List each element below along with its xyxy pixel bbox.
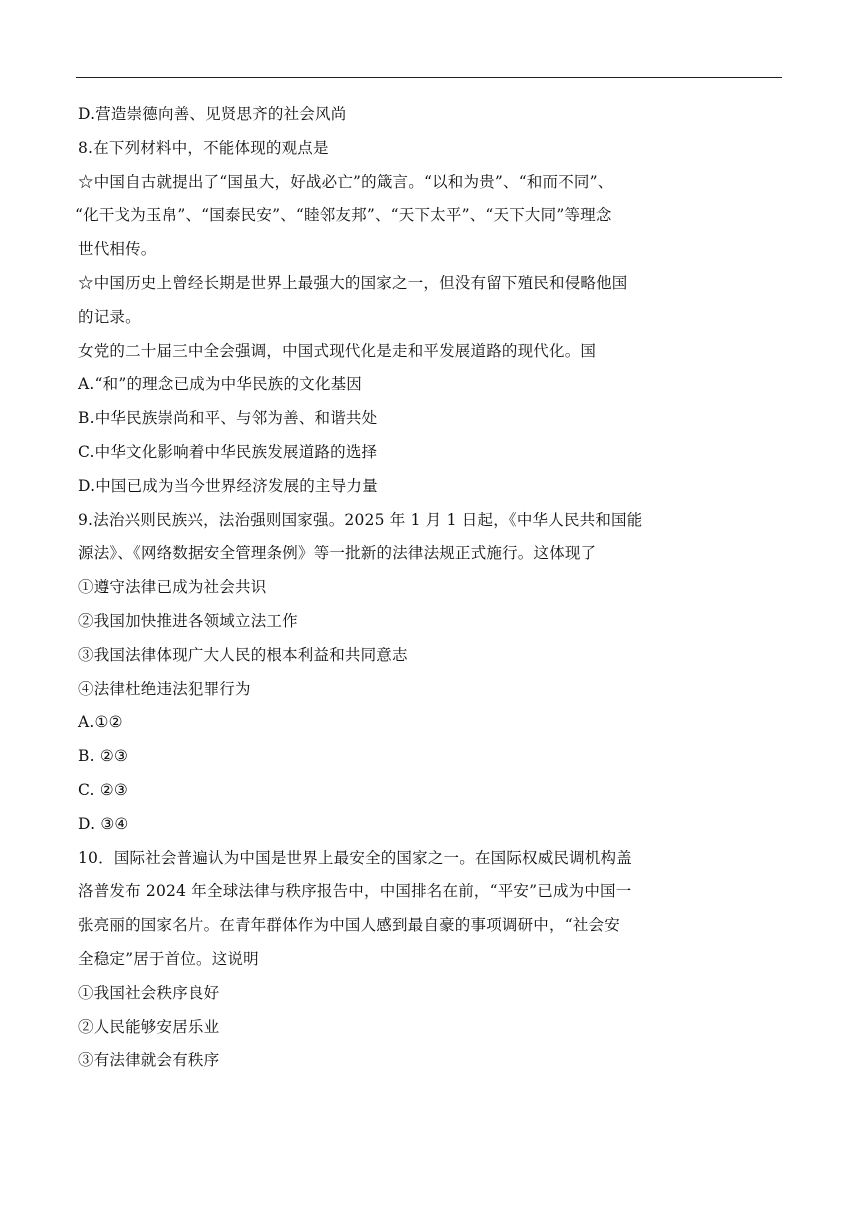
q9-option-b: B. ②③ (78, 747, 129, 766)
q9-option-d: D. ③④ (78, 814, 129, 833)
material-3-line: 女党的二十届三中全会强调，中国式现代化是走和平发展道路的现代化。国 (78, 341, 597, 360)
question-10-stem-line-3: 张亮丽的国家名片。在青年群体作为中国人感到最自豪的事项调研中，“社会安 (78, 916, 620, 935)
material-2-line-1: ☆中国历史上曾经长期是世界上最强大的国家之一，但没有留下殖民和侵略他国 (78, 273, 628, 292)
document-body (75, 98, 718, 1078)
question-10-stem-line-1: 10．国际社会普遍认为中国是世界上最安全的国家之一。在国际权威民调机构盖 (78, 848, 632, 867)
question-9-stem-line-2: 源法》、《网络数据安全管理条例》等一批新的法律法规正式施行。这体现了 (78, 544, 597, 563)
q10-statement-2: ②人民能够安居乐业 (78, 1017, 220, 1036)
material-2-line-2: 的记录。 (78, 307, 141, 326)
q9-statement-1: ①遵守法律已成为社会共识 (78, 578, 267, 597)
q8-option-c: C.中华文化影响着中华民族发展道路的选择 (78, 442, 378, 461)
material-1-line-1: ☆中国自古就提出了“国虽大，好战必亡”的箴言。“以和为贵”、“和而不同”、 (78, 172, 614, 191)
q10-statement-3: ③有法律就会有秩序 (78, 1051, 220, 1070)
q9-option-a: A.①② (78, 713, 123, 732)
question-9-stem-line-1: 9.法治兴则民族兴，法治强则国家强。2025 年 1 月 1 日起，《中华人民共和国能 (78, 510, 643, 529)
q8-option-d: D.中国已成为当今世界经济发展的主导力量 (78, 476, 378, 495)
question-10-stem-line-4: 全稳定”居于首位。这说明 (78, 949, 259, 968)
q10-statement-1: ①我国社会秩序良好 (78, 983, 220, 1002)
q9-statement-3: ③我国法律体现广大人民的根本利益和共同意志 (78, 645, 408, 664)
material-1-line-3: 世代相传。 (78, 240, 157, 259)
q9-statement-4: ④法律杜绝违法犯罪行为 (78, 679, 251, 698)
material-1-line-2: “化干戈为玉帛”、“国泰民安”、“睦邻友邦”、“天下太平”、“天下大同”等理念 (75, 206, 612, 225)
q9-option-c: C. ②③ (78, 780, 128, 799)
header-rule (76, 77, 782, 78)
option-d-line: D.营造崇德向善、见贤思齐的社会风尚 (78, 105, 347, 123)
q9-statement-2: ②我国加快推进各领域立法工作 (78, 611, 298, 630)
question-8-stem: 8.在下列材料中，不能体现的观点是 (78, 138, 329, 157)
question-10-stem-line-2: 洛普发布 2024 年全球法律与秩序报告中，中国排名在前，“平安”已成为中国一 (78, 882, 632, 901)
q8-option-a: A.“和”的理念已成为中华民族的文化基因 (78, 375, 362, 394)
q8-option-b: B.中华民族崇尚和平、与邻为善、和谐共处 (78, 409, 378, 428)
